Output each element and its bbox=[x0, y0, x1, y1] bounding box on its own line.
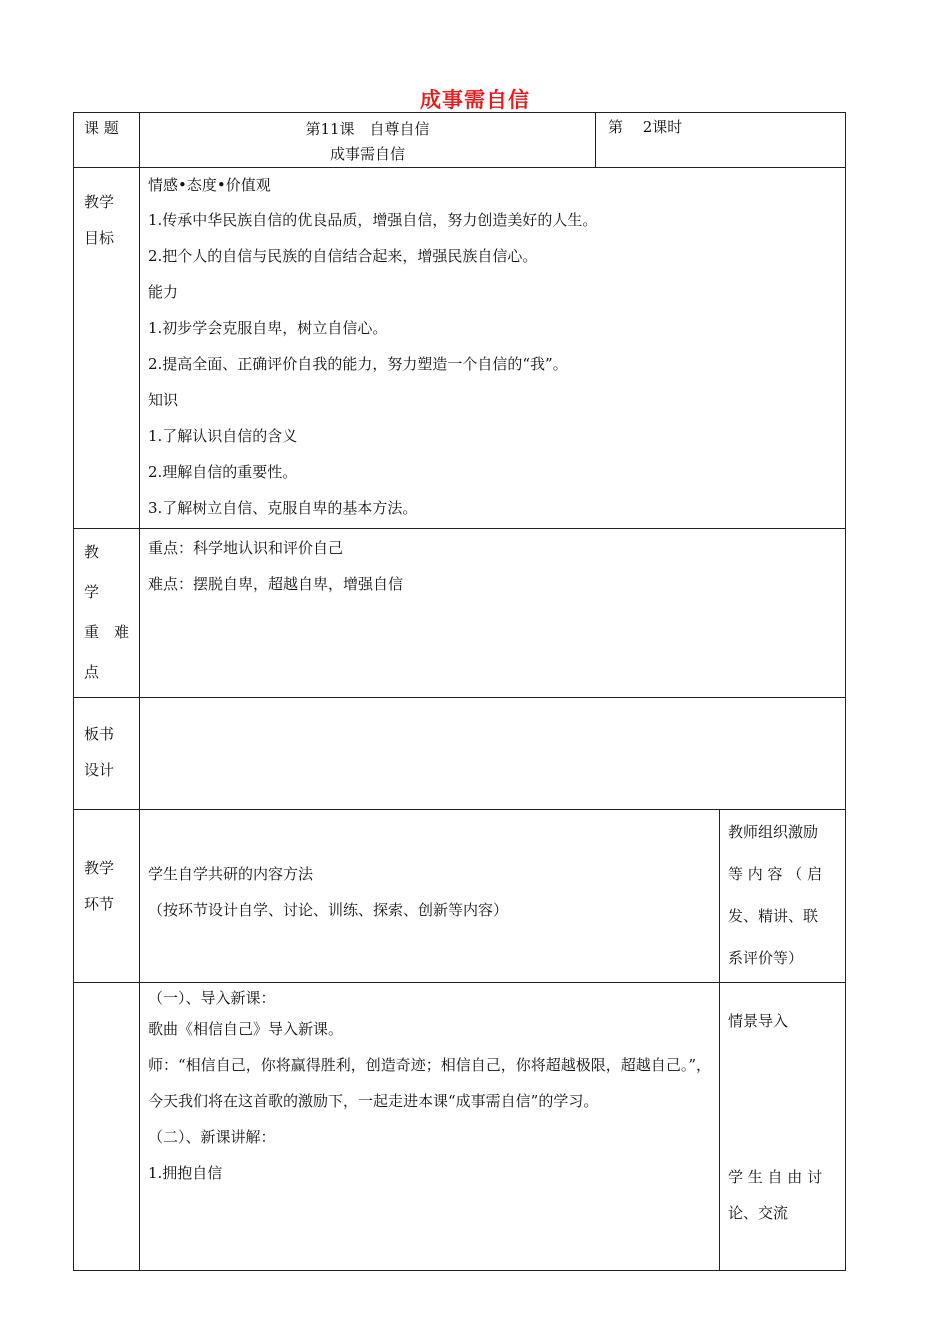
board-label-line1: 板书 bbox=[84, 725, 115, 743]
goals-content-cell bbox=[140, 168, 846, 529]
page-title: 成事需自信 bbox=[420, 88, 530, 112]
topic-label: 课 题 bbox=[84, 119, 119, 137]
goal-item: 情感•态度•价值观 bbox=[148, 176, 271, 194]
flow-content-cell bbox=[140, 983, 720, 1271]
process-method-note: （按环节设计自学、讨论、训练、探索、创新等内容） bbox=[148, 901, 509, 919]
teacher-guide-line: 等 内 容 （ 启 bbox=[728, 865, 823, 883]
lesson-title-line1: 第11课 自尊自信 bbox=[305, 120, 430, 138]
process-row bbox=[74, 810, 846, 983]
side-note-top: 情景导入 bbox=[728, 1012, 789, 1030]
flow-paragraph: 师：“相信自己，你将赢得胜利，创造奇迹；相信自己，你将超越极限，超越自己。”，今天我们将在这首歌的激励下，一起走进本课“成事需自信”的学习。 bbox=[148, 1056, 711, 1110]
goal-item: 1.初步学会克服自卑，树立自信心。 bbox=[148, 319, 388, 337]
goal-item: 2.提高全面、正确评价自我的能力，努力塑造一个自信的“我”。 bbox=[148, 355, 568, 373]
goal-item: 1.了解认识自信的含义 bbox=[148, 427, 298, 445]
goal-item: 3.了解树立自信、克服自卑的基本方法。 bbox=[148, 499, 418, 517]
keypoints-label-line: 学 bbox=[84, 583, 100, 601]
board-label-cell bbox=[74, 698, 140, 810]
flow-line: （一）、导入新课： bbox=[148, 989, 276, 1007]
process-method-title: 学生自学共研的内容方法 bbox=[148, 865, 314, 883]
process-label-line1: 教学 bbox=[84, 859, 115, 877]
teacher-guide-cell bbox=[720, 810, 846, 983]
period-text: 第 2课时 bbox=[608, 118, 683, 136]
flow-line: 1.拥抱自信 bbox=[148, 1164, 223, 1182]
flow-row bbox=[74, 983, 846, 1271]
side-note-bottom-line2: 论、交流 bbox=[728, 1204, 789, 1222]
teacher-guide-line: 发、精讲、联 bbox=[728, 907, 819, 925]
goal-item: 1.传承中华民族自信的优良品质，增强自信，努力创造美好的人生。 bbox=[148, 211, 598, 229]
goal-item: 能力 bbox=[148, 283, 179, 301]
keypoints-label-line: 点 bbox=[84, 663, 100, 681]
goals-label-cell bbox=[74, 168, 140, 529]
focus-text: 重点：科学地认识和评价自己 bbox=[148, 539, 344, 557]
keypoints-label-line: 重 难 bbox=[84, 623, 130, 641]
side-note-bottom-line1: 学 生 自 由 讨 bbox=[728, 1168, 823, 1186]
side-gap bbox=[728, 1039, 839, 1159]
process-label-line2: 环节 bbox=[84, 895, 115, 913]
goal-item: 2.把个人的自信与民族的自信结合起来，增强民族自信心。 bbox=[148, 247, 538, 265]
topic-label-cell bbox=[74, 113, 140, 168]
process-method-cell bbox=[140, 810, 720, 983]
keypoints-row bbox=[74, 529, 846, 698]
goal-item: 2.理解自信的重要性。 bbox=[148, 463, 298, 481]
topic-row bbox=[74, 113, 846, 168]
board-label-line2: 设计 bbox=[84, 761, 115, 779]
board-row bbox=[74, 698, 846, 810]
process-label-cell bbox=[74, 810, 140, 983]
difficulty-text: 难点：摆脱自卑，超越自卑，增强自信 bbox=[148, 575, 404, 593]
keypoints-content-cell bbox=[140, 529, 846, 698]
flow-line: 歌曲《相信自己》导入新课。 bbox=[148, 1020, 344, 1038]
flow-label-cell bbox=[74, 983, 140, 1271]
goal-item: 知识 bbox=[148, 391, 179, 409]
teacher-guide-line: 教师组织激励 bbox=[728, 823, 819, 841]
period-cell bbox=[596, 113, 846, 168]
goals-row bbox=[74, 168, 846, 529]
teacher-guide-line: 系评价等） bbox=[728, 949, 804, 967]
keypoints-label-line: 教 bbox=[84, 543, 100, 561]
goals-label-line1: 教学 bbox=[84, 193, 115, 211]
goals-label-line2: 目标 bbox=[84, 229, 115, 247]
flow-side-cell bbox=[720, 983, 846, 1271]
board-content-cell bbox=[140, 698, 846, 810]
lesson-title-cell bbox=[140, 113, 596, 168]
lesson-title-line2: 成事需自信 bbox=[329, 145, 405, 163]
flow-line: （二）、新课讲解： bbox=[148, 1128, 276, 1146]
lesson-plan-table bbox=[73, 112, 846, 1271]
keypoints-label-cell bbox=[74, 529, 140, 698]
